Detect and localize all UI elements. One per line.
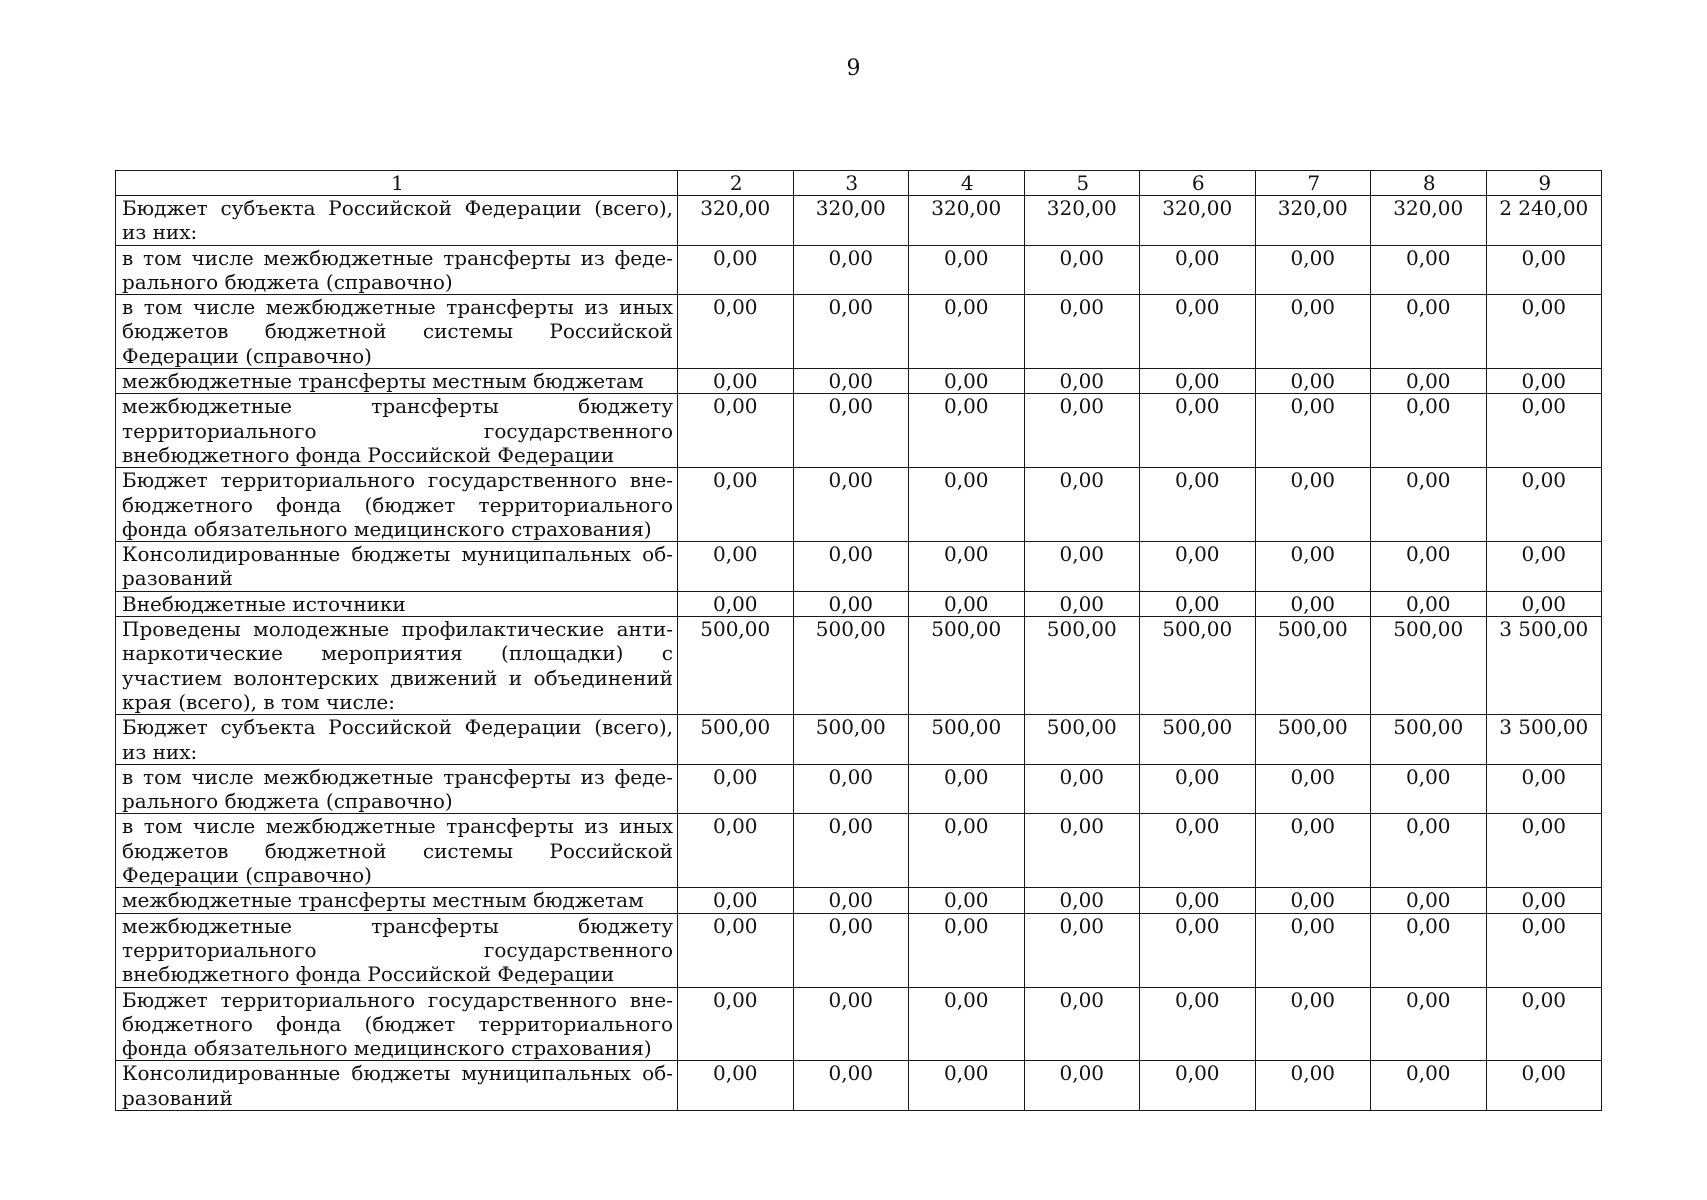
- value-cell: 0,00: [1140, 1061, 1256, 1111]
- value-cell: 0,00: [1024, 245, 1140, 295]
- table-row: [116, 987, 1602, 1061]
- value-cell: 0,00: [1024, 888, 1140, 913]
- value-cell: 0,00: [1255, 1061, 1371, 1111]
- table-row: [116, 715, 1602, 765]
- table-row: [116, 542, 1602, 592]
- value-cell: 0,00: [909, 764, 1025, 814]
- value-cell: 0,00: [1024, 913, 1140, 987]
- value-cell: 0,00: [1140, 913, 1256, 987]
- row-label: Бюджет субъекта Российской Федерации (всего), из них:: [116, 196, 678, 246]
- row-label: Консолидированные бюджеты муниципальных образований: [116, 1061, 678, 1111]
- value-cell: 0,00: [1371, 888, 1487, 913]
- value-cell: 500,00: [1371, 715, 1487, 765]
- value-cell: 0,00: [1371, 245, 1487, 295]
- column-header: 9: [1486, 171, 1602, 196]
- column-header: 8: [1371, 171, 1487, 196]
- value-cell: 0,00: [1486, 542, 1602, 592]
- row-label: межбюджетные трансферты местным бюджетам: [116, 369, 678, 394]
- value-cell: 0,00: [793, 468, 909, 542]
- value-cell: 0,00: [909, 888, 1025, 913]
- row-label: в том числе межбюджетные трансферты из федерального бюджета (справочно): [116, 245, 678, 295]
- value-cell: 0,00: [1255, 591, 1371, 616]
- column-header: 3: [793, 171, 909, 196]
- table-row: [116, 1061, 1602, 1111]
- value-cell: 0,00: [1024, 542, 1140, 592]
- page-number: 9: [846, 56, 861, 81]
- value-cell: 0,00: [909, 814, 1025, 888]
- value-cell: 0,00: [1024, 987, 1140, 1061]
- value-cell: 0,00: [1486, 394, 1602, 468]
- value-cell: 0,00: [1140, 888, 1256, 913]
- value-cell: 0,00: [793, 913, 909, 987]
- value-cell: 500,00: [1024, 715, 1140, 765]
- value-cell: 0,00: [678, 369, 794, 394]
- table-header-row: [116, 171, 1602, 196]
- value-cell: 0,00: [1371, 369, 1487, 394]
- value-cell: 500,00: [1255, 617, 1371, 715]
- table-row: [116, 591, 1602, 616]
- value-cell: 0,00: [793, 245, 909, 295]
- value-cell: 0,00: [1024, 369, 1140, 394]
- value-cell: 0,00: [793, 764, 909, 814]
- value-cell: 0,00: [678, 542, 794, 592]
- value-cell: 0,00: [1024, 468, 1140, 542]
- table-row: [116, 196, 1602, 246]
- value-cell: 0,00: [1255, 394, 1371, 468]
- value-cell: 0,00: [1255, 245, 1371, 295]
- row-label: Консолидированные бюджеты муниципальных образований: [116, 542, 678, 592]
- row-label: в том числе межбюджетные трансферты из иных бюджетов бюджетной системы Российской Федерации (справочно): [116, 295, 678, 369]
- column-header: 5: [1024, 171, 1140, 196]
- value-cell: 0,00: [909, 369, 1025, 394]
- row-label: межбюджетные трансферты бюджету территориального государственного внебюджетного фонда Российской Федерации: [116, 394, 678, 468]
- value-cell: 0,00: [1255, 814, 1371, 888]
- value-cell: 500,00: [1024, 617, 1140, 715]
- table-row: [116, 369, 1602, 394]
- row-label: Бюджет территориального государственного внебюджетного фонда (бюджет территориального фонда обязательного медицинского страхования): [116, 987, 678, 1061]
- value-cell: 500,00: [1371, 617, 1487, 715]
- value-cell: 0,00: [678, 764, 794, 814]
- value-cell: 0,00: [1486, 814, 1602, 888]
- row-label: Внебюджетные источники: [116, 591, 678, 616]
- value-cell: 0,00: [1486, 913, 1602, 987]
- value-cell: 0,00: [1371, 295, 1487, 369]
- value-cell: 0,00: [793, 394, 909, 468]
- value-cell: 0,00: [1140, 245, 1256, 295]
- value-cell: 0,00: [1486, 468, 1602, 542]
- value-cell: 0,00: [909, 542, 1025, 592]
- value-cell: 0,00: [1255, 369, 1371, 394]
- value-cell: 0,00: [1255, 888, 1371, 913]
- value-cell: 0,00: [909, 295, 1025, 369]
- value-cell: 0,00: [678, 888, 794, 913]
- value-cell: 0,00: [793, 542, 909, 592]
- value-cell: 0,00: [1024, 764, 1140, 814]
- column-header: 4: [909, 171, 1025, 196]
- value-cell: 0,00: [793, 888, 909, 913]
- value-cell: 500,00: [678, 617, 794, 715]
- value-cell: 320,00: [1140, 196, 1256, 246]
- value-cell: 0,00: [1024, 591, 1140, 616]
- table-row: [116, 888, 1602, 913]
- value-cell: 0,00: [909, 245, 1025, 295]
- value-cell: 500,00: [1140, 715, 1256, 765]
- table-row: [116, 814, 1602, 888]
- value-cell: 320,00: [909, 196, 1025, 246]
- value-cell: 3 500,00: [1486, 617, 1602, 715]
- table-row: [116, 295, 1602, 369]
- table-row: [116, 617, 1602, 715]
- table-row: [116, 394, 1602, 468]
- value-cell: 0,00: [1371, 987, 1487, 1061]
- value-cell: 0,00: [1140, 814, 1256, 888]
- value-cell: 0,00: [1140, 295, 1256, 369]
- value-cell: 500,00: [1140, 617, 1256, 715]
- value-cell: 0,00: [1486, 1061, 1602, 1111]
- value-cell: 0,00: [1140, 987, 1256, 1061]
- value-cell: 0,00: [1486, 888, 1602, 913]
- value-cell: 0,00: [793, 369, 909, 394]
- value-cell: 500,00: [793, 715, 909, 765]
- value-cell: 0,00: [1371, 764, 1487, 814]
- value-cell: 0,00: [1371, 814, 1487, 888]
- value-cell: 0,00: [1024, 814, 1140, 888]
- value-cell: 0,00: [909, 913, 1025, 987]
- value-cell: 0,00: [678, 468, 794, 542]
- value-cell: 0,00: [1371, 591, 1487, 616]
- value-cell: 0,00: [1371, 913, 1487, 987]
- value-cell: 0,00: [1255, 468, 1371, 542]
- value-cell: 0,00: [793, 987, 909, 1061]
- table-row: [116, 468, 1602, 542]
- budget-table: [115, 170, 1602, 1111]
- value-cell: 500,00: [909, 715, 1025, 765]
- table-row: [116, 764, 1602, 814]
- row-label: Бюджет территориального государственного внебюджетного фонда (бюджет территориального фонда обязательного медицинского страхования): [116, 468, 678, 542]
- value-cell: 0,00: [1371, 468, 1487, 542]
- value-cell: 0,00: [909, 1061, 1025, 1111]
- value-cell: 0,00: [909, 987, 1025, 1061]
- value-cell: 0,00: [909, 394, 1025, 468]
- value-cell: 500,00: [1255, 715, 1371, 765]
- value-cell: 0,00: [1486, 764, 1602, 814]
- value-cell: 0,00: [909, 591, 1025, 616]
- value-cell: 0,00: [1255, 987, 1371, 1061]
- value-cell: 0,00: [1255, 764, 1371, 814]
- value-cell: 0,00: [793, 1061, 909, 1111]
- value-cell: 0,00: [1486, 369, 1602, 394]
- table-body: [116, 171, 1602, 1111]
- value-cell: 320,00: [1024, 196, 1140, 246]
- value-cell: 0,00: [1140, 591, 1256, 616]
- value-cell: 0,00: [1140, 542, 1256, 592]
- column-header: 1: [116, 171, 678, 196]
- value-cell: 0,00: [1486, 295, 1602, 369]
- value-cell: 0,00: [678, 245, 794, 295]
- value-cell: 0,00: [1140, 764, 1256, 814]
- table-row: [116, 245, 1602, 295]
- row-label: межбюджетные трансферты местным бюджетам: [116, 888, 678, 913]
- value-cell: 0,00: [1140, 369, 1256, 394]
- value-cell: 0,00: [1486, 591, 1602, 616]
- value-cell: 0,00: [678, 1061, 794, 1111]
- row-label: межбюджетные трансферты бюджету территориального государственного внебюджетного фонда Российской Федерации: [116, 913, 678, 987]
- value-cell: 0,00: [1486, 245, 1602, 295]
- value-cell: 0,00: [1371, 394, 1487, 468]
- value-cell: 0,00: [793, 295, 909, 369]
- table-row: [116, 913, 1602, 987]
- row-label: в том числе межбюджетные трансферты из федерального бюджета (справочно): [116, 764, 678, 814]
- value-cell: 0,00: [1255, 295, 1371, 369]
- value-cell: 3 500,00: [1486, 715, 1602, 765]
- row-label: Проведены молодежные профилактические антинаркотические мероприятия (площадки) с участием волонтерских движений и объединений края (всего), в том числе:: [116, 617, 678, 715]
- value-cell: 2 240,00: [1486, 196, 1602, 246]
- value-cell: 0,00: [1371, 542, 1487, 592]
- value-cell: 0,00: [1140, 394, 1256, 468]
- value-cell: 320,00: [1255, 196, 1371, 246]
- value-cell: 0,00: [1140, 468, 1256, 542]
- value-cell: 320,00: [678, 196, 794, 246]
- value-cell: 0,00: [1486, 987, 1602, 1061]
- value-cell: 0,00: [1024, 394, 1140, 468]
- value-cell: 320,00: [1371, 196, 1487, 246]
- value-cell: 0,00: [1024, 295, 1140, 369]
- value-cell: 0,00: [678, 814, 794, 888]
- column-header: 6: [1140, 171, 1256, 196]
- value-cell: 500,00: [678, 715, 794, 765]
- value-cell: 0,00: [678, 913, 794, 987]
- value-cell: 500,00: [909, 617, 1025, 715]
- value-cell: 0,00: [1255, 913, 1371, 987]
- column-header: 2: [678, 171, 794, 196]
- value-cell: 0,00: [1024, 1061, 1140, 1111]
- row-label: в том числе межбюджетные трансферты из иных бюджетов бюджетной системы Российской Федерации (справочно): [116, 814, 678, 888]
- row-label: Бюджет субъекта Российской Федерации (всего), из них:: [116, 715, 678, 765]
- value-cell: 500,00: [793, 617, 909, 715]
- value-cell: 0,00: [793, 591, 909, 616]
- value-cell: 0,00: [1371, 1061, 1487, 1111]
- value-cell: 320,00: [793, 196, 909, 246]
- value-cell: 0,00: [1255, 542, 1371, 592]
- value-cell: 0,00: [678, 591, 794, 616]
- value-cell: 0,00: [678, 394, 794, 468]
- value-cell: 0,00: [793, 814, 909, 888]
- value-cell: 0,00: [678, 295, 794, 369]
- value-cell: 0,00: [678, 987, 794, 1061]
- value-cell: 0,00: [909, 468, 1025, 542]
- column-header: 7: [1255, 171, 1371, 196]
